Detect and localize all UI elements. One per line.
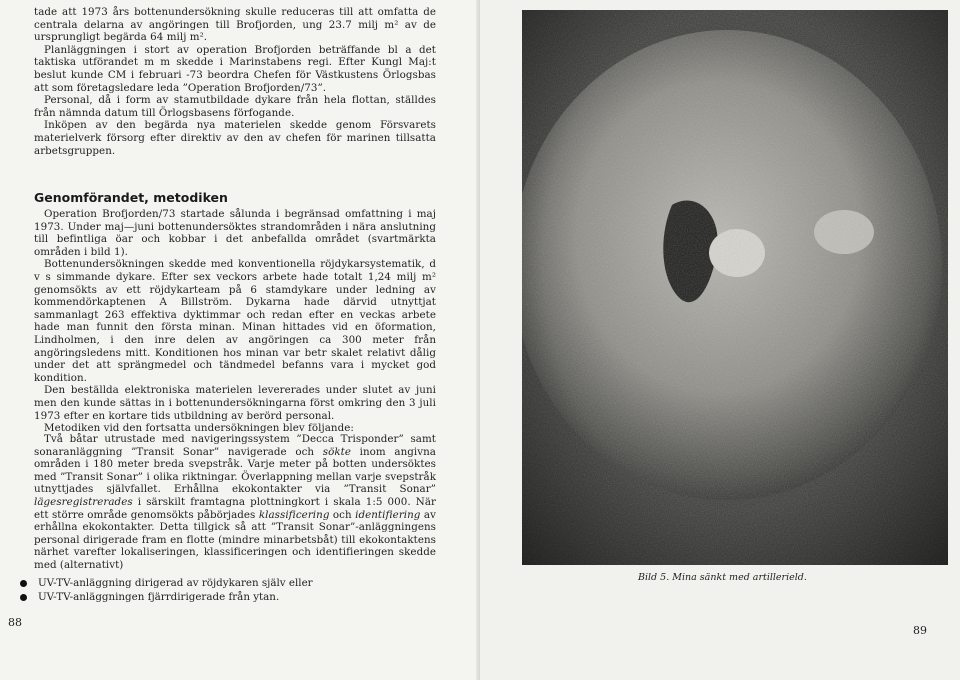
text-run: och bbox=[329, 508, 356, 521]
paragraph: Planläggningen i stort av operation Brofjorden beträffande bl a det taktiska utförandet m m skedde i Marinstabens regi. Efter Kungl Maj:t beslut kunde CM i februari -73 beordra Chefen för Västkustens Örlogsbas att som företagsledare leda ”Operation Brofjorden/73”. bbox=[34, 43, 436, 94]
list-item bbox=[20, 590, 420, 604]
bullet-icon bbox=[20, 594, 27, 601]
paragraph bbox=[34, 433, 436, 572]
emphasis: sökte bbox=[322, 445, 351, 458]
paragraph: tade att 1973 års bottenundersökning skulle reduceras till att omfatta de centrala delarna av angöringen till Brofjorden, ung 23.7 milj m² av de ursprungligt begärda 64 milj m². bbox=[34, 6, 436, 44]
paragraph: Bottenundersökningen skedde med konventionella röjdykarsystematik, d v s simmande dykare. Efter sex veckors arbete hade totalt 1,24 milj m² genomsökts av ett röjdykarteam på 6 stamdykare under ledning av kommendörkaptenen A Billström. Dykarna hade därvid utnyttjat sammanlagt 263 effektiva dyktimmar och redan efter en veckas arbete hade man funnit den första minan. Minan hittades vid en öformation, Lindholmen, i den inre delen av angöringen ca 300 meter från angöringsledens mitt. Konditionen hos minan var betr skalet relativt dålig under det att sprängmedel och tändmedel befanns vara i mycket god kondition. bbox=[34, 258, 436, 384]
text-run: Två båtar utrustade med navigeringssystem ”Decca Trisponder” samt sonaranläggning ”Transit Sonar” navigerade och bbox=[34, 433, 436, 458]
right-page bbox=[480, 0, 960, 680]
mine-photo bbox=[522, 10, 948, 565]
bullet-list bbox=[20, 576, 420, 604]
emphasis: klassificering bbox=[258, 508, 330, 521]
paragraph: Metodiken vid den fortsatta undersökningen blev följande: bbox=[44, 422, 354, 435]
list-item-text: UV-TV-anläggningen fjärrdirigerade från ytan. bbox=[38, 591, 280, 603]
list-item bbox=[20, 576, 420, 590]
emphasis: identifiering bbox=[355, 508, 421, 521]
intro-text bbox=[34, 6, 436, 157]
method-text bbox=[34, 208, 436, 435]
paragraph: Operation Brofjorden/73 startade sålunda i begränsad omfattning i maj 1973. Under maj—juni bottenundersöktes strandområden i nära anslutning till befintliga öar och kobbar i det anbefallda området (svartmärkta områden i bild 1). bbox=[34, 208, 436, 258]
emphasis: lägesregistrerades bbox=[34, 495, 133, 508]
procedure-text bbox=[34, 433, 436, 572]
bullet-icon bbox=[20, 580, 27, 587]
list-item-text: UV-TV-anläggning dirigerad av röjdykaren själv eller bbox=[38, 577, 313, 589]
paragraph: Inköpen av den begärda nya materielen skedde genom Försvarets materielverk försorg efter direktiv av den av chefen för marinen tillsatta arbetsgruppen. bbox=[34, 119, 436, 157]
text-run: i särskilt framtagna plottningkort i skala 1:5 000. När ett större område genomsökts påbörjades bbox=[34, 495, 436, 521]
mine-photo-graphic bbox=[522, 10, 948, 565]
page-number: 88 bbox=[8, 616, 22, 629]
text-run: inom angivna områden i 180 meter breda svepstråk. Varje meter på botten undersöktes med ”Transit Sonar” i olika riktningar. Överlappning mellan varje svepstråk utnyttjades självfallet. Erhållna ekokontakter via ”Transit Sonar” bbox=[34, 445, 437, 496]
text-run: av erhållna ekokontakter. Detta tillgick så att ”Transit Sonar”-anläggningens personal dirigerade fram en flotte (mindre minarbetsbåt) till ekokontaktens närhet varefter lokaliseringen, klassificeringen och identifieringen skedde med (alternativt) bbox=[34, 508, 436, 571]
figure-caption: Bild 5. Mina sänkt med artillerield. bbox=[638, 572, 807, 583]
paragraph: Personal, då i form av stamutbildade dykare från hela flottan, ställdes från nämnda datum till Örlogsbasens förfogande. bbox=[34, 94, 436, 119]
section-heading: Genomförandet, metodiken bbox=[34, 190, 228, 205]
page-number: 89 bbox=[913, 624, 927, 637]
paragraph: Den beställda elektroniska materielen levererades under slutet av juni men den kunde sättas in i bottenundersökningarna först omkring den 3 juli 1973 efter en kortare tids utbildning av berörd personal. bbox=[34, 384, 436, 422]
